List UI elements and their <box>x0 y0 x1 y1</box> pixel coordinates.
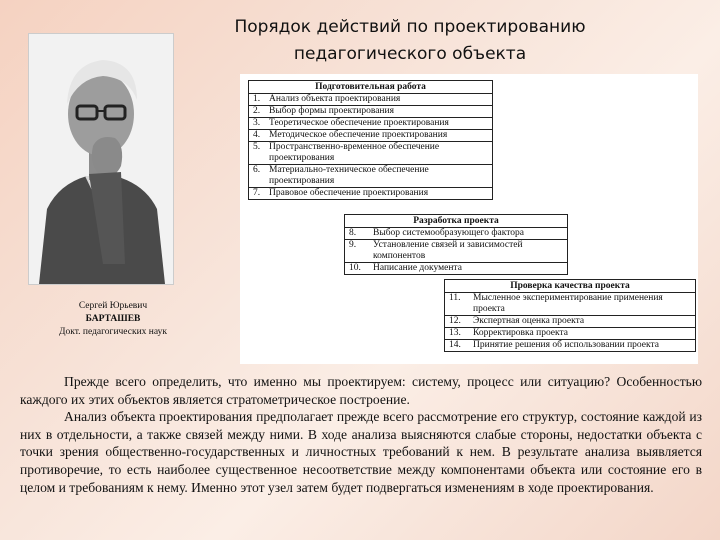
prep-work-header: Подготовительная работа <box>249 81 492 94</box>
page-title <box>190 14 630 68</box>
step-row: 14. Принятие решения об использовании проекта <box>449 340 659 350</box>
step-row: 8. Выбор системообразующего фактора <box>345 228 567 240</box>
portrait-photo <box>28 33 174 285</box>
person-caption <box>28 300 198 339</box>
step-row: 9. Установление связей и зависимостей компонентов <box>345 240 567 263</box>
step-row: 7. Правовое обеспечение проектирования <box>253 188 429 198</box>
person-surname: БАРТАШЕВ <box>85 314 141 324</box>
quality-check-box <box>444 279 696 352</box>
title-line-2: педагогического объекта <box>293 44 527 64</box>
prep-work-box <box>248 80 493 200</box>
person-degree: Докт. педагогических наук <box>59 327 167 337</box>
body-text <box>20 373 702 496</box>
step-row: 10. Написание документа <box>349 263 462 273</box>
step-row: 12. Экспертная оценка проекта <box>445 316 695 328</box>
step-row: 6. Материально-техническое обеспечение проектирования <box>249 165 492 188</box>
development-header: Разработка проекта <box>345 215 567 228</box>
development-box <box>344 214 568 275</box>
step-row: 2. Выбор формы проектирования <box>249 106 492 118</box>
design-steps-diagram <box>240 74 698 364</box>
step-row: 1. Анализ объекта проектирования <box>249 94 492 106</box>
step-row: 3. Теоретическое обеспечение проектирования <box>249 118 492 130</box>
quality-check-header: Проверка качества проекта <box>445 280 695 293</box>
person-name: Сергей Юрьевич <box>78 301 148 311</box>
portrait-image <box>29 34 173 284</box>
paragraph-2: Анализ объекта проектирования предполагает прежде всего рассмотрение его структур, состояние каждой из них в отдельности, а также связей между ними. В ходе анализа выясняются слабые стороны, недостатки объекта с точки зрения общественно-государственных и личностных требований к нем. В результате анализа выявляется противоречие, то есть наиболее существенное несоответствие между компонентами объекта или состояние его в целом и требованиям к нему. Именно этот узел затем будет подвергаться изменениям в ходе проектирования. <box>20 409 702 495</box>
paragraph-1: Прежде всего определить, что именно мы проектируем: систему, процесс или ситуацию? Особенностью каждого их этих объектов является стратометрическое построение. <box>20 374 702 407</box>
step-row: 5. Пространственно-временное обеспечение проектирования <box>249 142 492 165</box>
step-row: 13. Корректировка проекта <box>445 328 695 340</box>
step-row: 4. Методическое обеспечение проектирования <box>249 130 492 142</box>
title-line-1: Порядок действий по проектированию <box>234 17 586 37</box>
step-row: 11. Мысленное экспериментирование применения проекта <box>445 293 695 316</box>
